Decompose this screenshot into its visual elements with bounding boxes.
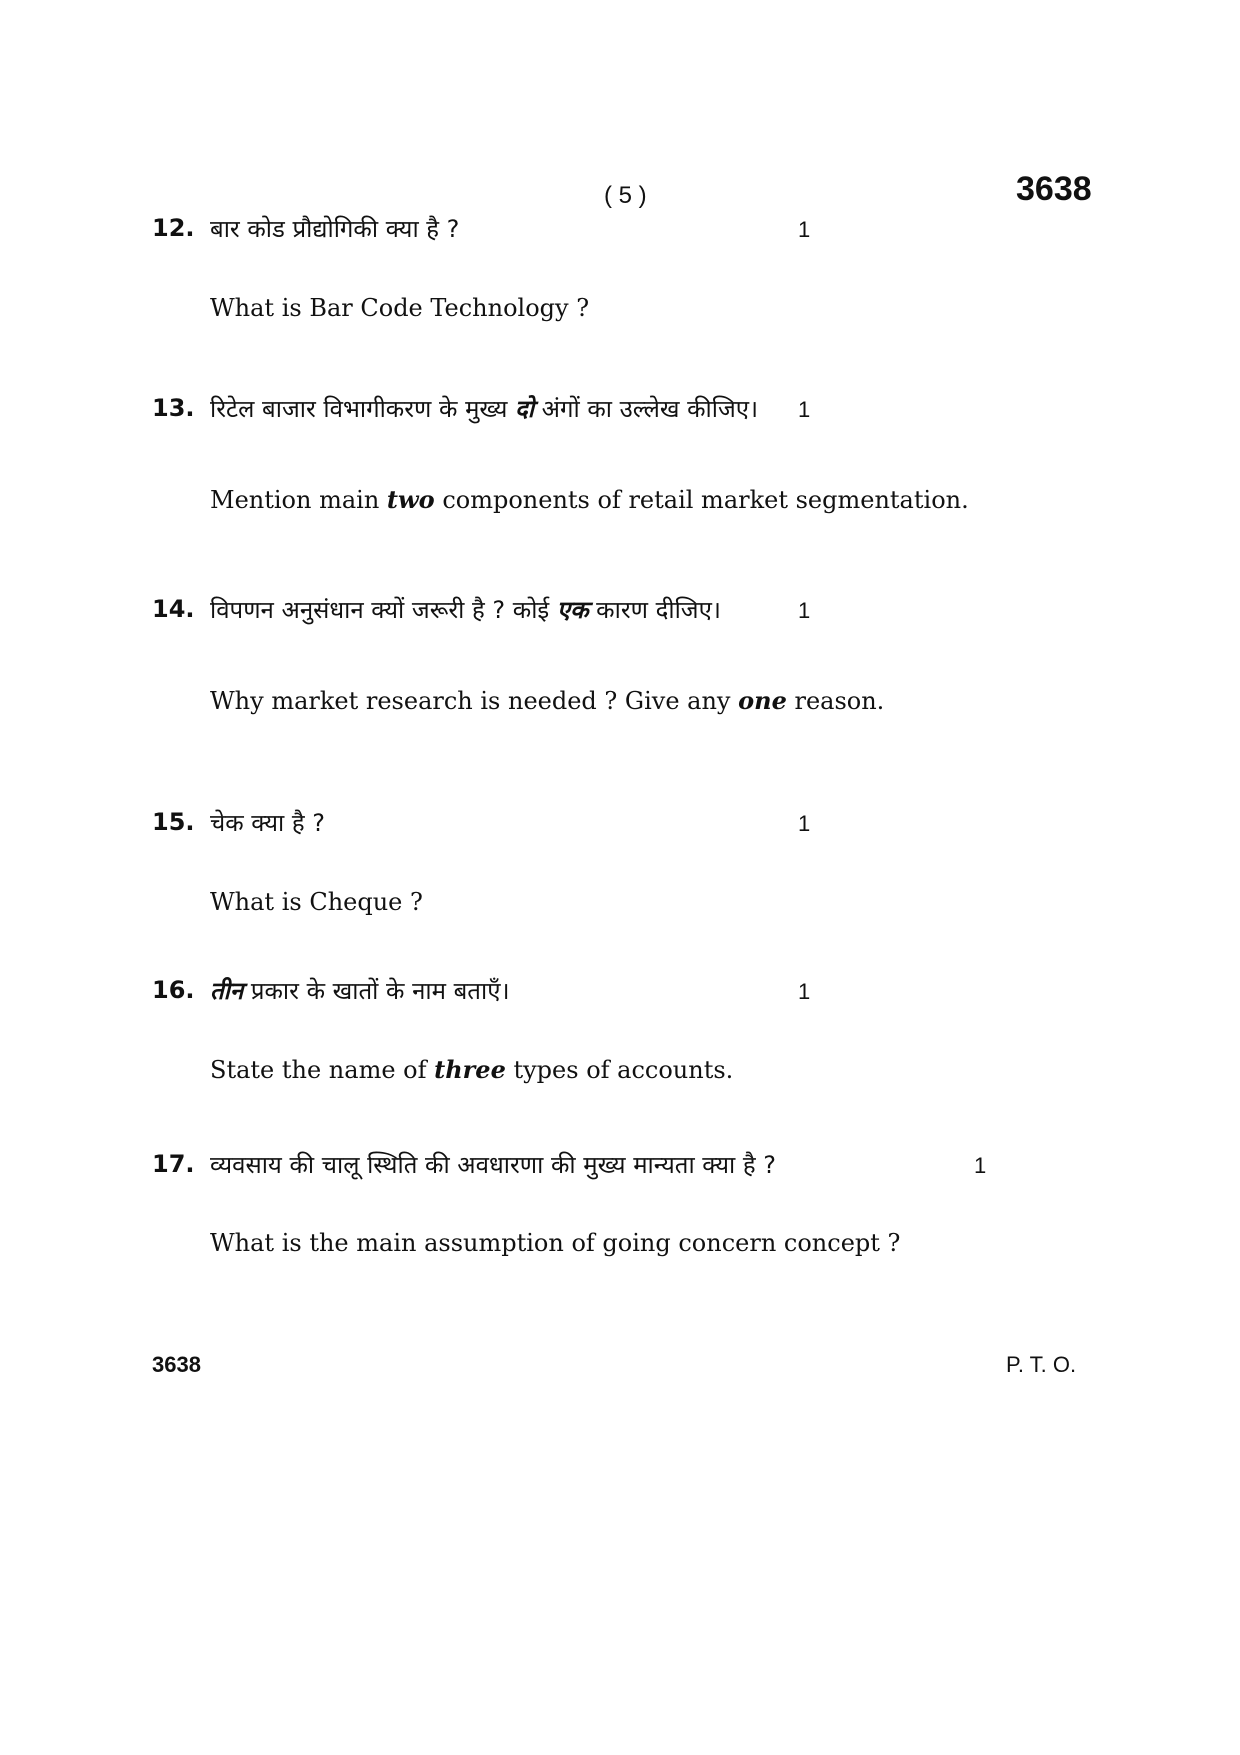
question-14-marks: 1: [798, 598, 811, 623]
page-number: ( 5 ): [604, 182, 647, 209]
question-15-number: 15.: [152, 808, 195, 836]
question-17-marks: 1: [974, 1153, 987, 1178]
question-17-english: What is the main assumption of going concern concept ?: [210, 1229, 901, 1257]
question-16-hindi: तीन प्रकार के खातों के नाम बताएँ।: [210, 977, 510, 1005]
question-12-marks: 1: [798, 217, 811, 242]
question-12-english: What is Bar Code Technology ?: [210, 294, 590, 322]
question-13-hindi: रिटेल बाजार विभागीकरण के मुख्य दो अंगों का उल्लेख कीजिए।: [210, 395, 759, 423]
question-14-english: Why market research is needed ? Give any one reason.: [210, 686, 885, 715]
paper-code-footer: 3638: [152, 1352, 201, 1377]
question-12-number: 12.: [152, 214, 195, 242]
please-turn-over: P. T. O.: [1006, 1352, 1077, 1377]
question-15-english: What is Cheque ?: [210, 888, 423, 916]
question-13-number: 13.: [152, 394, 195, 422]
question-16-number: 16.: [152, 976, 195, 1004]
question-14-number: 14.: [152, 595, 195, 623]
question-13-english: Mention main two components of retail market segmentation.: [210, 485, 969, 514]
question-13-marks: 1: [798, 397, 811, 422]
question-15-hindi: चेक क्या है ?: [210, 809, 326, 837]
question-14-hindi: विपणन अनुसंधान क्यों जरूरी है ? कोई एक कारण दीजिए।: [210, 596, 721, 624]
question-17-number: 17.: [152, 1150, 195, 1178]
question-15-marks: 1: [798, 811, 811, 836]
question-17-hindi: व्यवसाय की चालू स्थिति की अवधारणा की मुख्य मान्यता क्या है ?: [210, 1151, 776, 1179]
question-16-english: State the name of three types of accounts.: [210, 1055, 734, 1084]
question-12-hindi: बार कोड प्रौद्योगिकी क्या है ?: [210, 215, 460, 243]
question-16-marks: 1: [798, 979, 811, 1004]
paper-code-header: 3638: [1016, 170, 1092, 208]
